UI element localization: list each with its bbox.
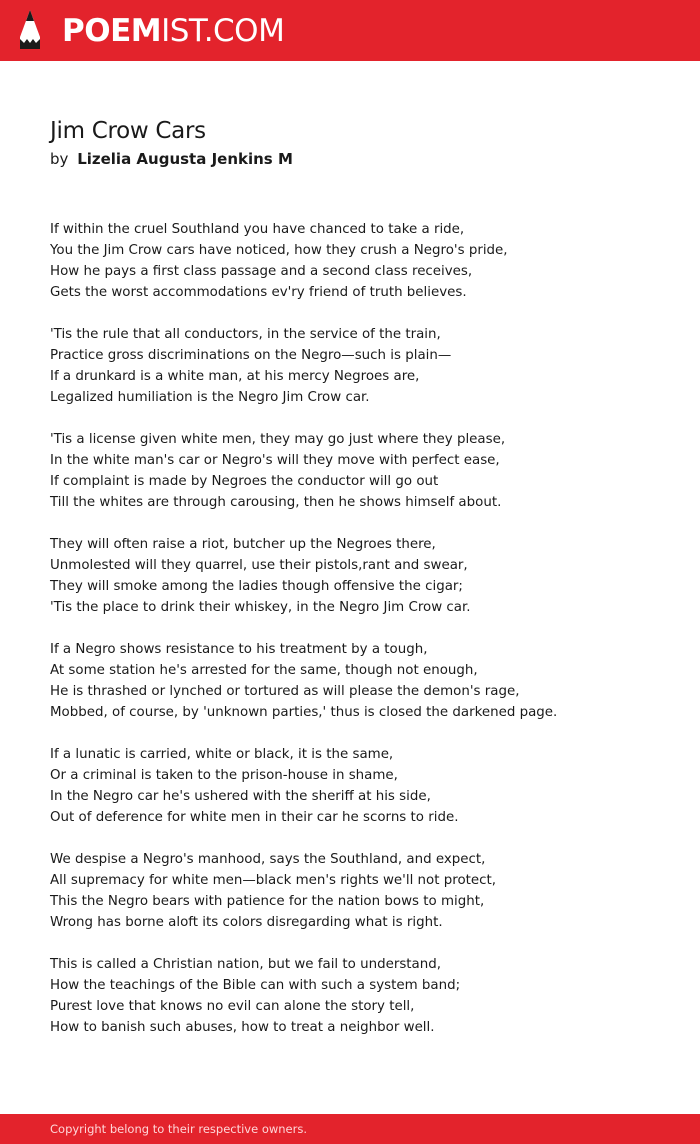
site-footer <box>0 1114 700 1144</box>
stanza <box>50 219 670 303</box>
poem-line: If a drunkard is a white man, at his mercy Negroes are, <box>50 369 420 384</box>
poem-line: If within the cruel Southland you have chanced to take a ride, <box>50 222 465 237</box>
poem-line: Out of deference for white men in their car he scorns to ride. <box>50 810 459 825</box>
poem-title: Jim Crow Cars <box>50 118 206 144</box>
stanza <box>50 849 670 933</box>
poem-line: Mobbed, of course, by 'unknown parties,' thus is closed the darkened page. <box>50 705 558 720</box>
poem-line: How he pays a first class passage and a second class receives, <box>50 264 473 279</box>
poem-line: How the teachings of the Bible can with such a system band; <box>50 978 461 993</box>
poem-line: In the Negro car he's ushered with the sheriff at his side, <box>50 789 431 804</box>
poem-line: In the white man's car or Negro's will they move with perfect ease, <box>50 453 500 468</box>
poem-line: All supremacy for white men—black men's rights we'll not protect, <box>50 873 496 888</box>
poem-line: Practice gross discriminations on the Negro—such is plain— <box>50 348 452 363</box>
stanza <box>50 639 670 723</box>
poem-line: This the Negro bears with patience for the nation bows to might, <box>50 894 485 909</box>
poem-line: 'Tis a license given white men, they may go just where they please, <box>50 432 506 447</box>
poem-line: This is called a Christian nation, but we fail to understand, <box>50 957 442 972</box>
poem-line: Purest love that knows no evil can alone the story tell, <box>50 999 415 1014</box>
poem-line: 'Tis the place to drink their whiskey, in the Negro Jim Crow car. <box>50 600 471 615</box>
poem-line: Unmolested will they quarrel, use their pistols,rant and swear, <box>50 558 468 573</box>
site-logo[interactable] <box>62 12 284 50</box>
stanza <box>50 534 670 618</box>
poem-line: 'Tis the rule that all conductors, in the service of the train, <box>50 327 441 342</box>
author-name: Lizelia Augusta Jenkins M <box>77 150 293 168</box>
poem-line: We despise a Negro's manhood, says the Southland, and expect, <box>50 852 486 867</box>
poem-line: Wrong has borne aloft its colors disregarding what is right. <box>50 915 443 930</box>
poem-line: How to banish such abuses, how to treat a neighbor well. <box>50 1020 435 1035</box>
poem-body <box>50 219 670 1059</box>
site-header <box>0 0 700 61</box>
poem-line: Or a criminal is taken to the prison-house in shame, <box>50 768 398 783</box>
poem-line: Legalized humiliation is the Negro Jim Crow car. <box>50 390 370 405</box>
poem-line: You the Jim Crow cars have noticed, how they crush a Negro's pride, <box>50 243 508 258</box>
byline <box>50 149 293 169</box>
poem-line: If a Negro shows resistance to his treatment by a tough, <box>50 642 428 657</box>
poem-line: If complaint is made by Negroes the conductor will go out <box>50 474 439 489</box>
copyright-notice: Copyright belong to their respective owners. <box>50 1122 308 1136</box>
pencil-logo-icon[interactable] <box>18 9 42 51</box>
stanza <box>50 744 670 828</box>
poem-line: At some station he's arrested for the same, though not enough, <box>50 663 478 678</box>
stanza <box>50 954 670 1038</box>
poem-line: He is thrashed or lynched or tortured as will please the demon's rage, <box>50 684 520 699</box>
logo-bold-text: POEM <box>62 13 162 49</box>
stanza <box>50 324 670 408</box>
logo-light-text: IST.COM <box>161 13 285 49</box>
by-label: by <box>50 150 69 168</box>
poem-line: If a lunatic is carried, white or black, it is the same, <box>50 747 394 762</box>
poem-line: They will smoke among the ladies though offensive the cigar; <box>50 579 463 594</box>
poem-line: Till the whites are through carousing, then he shows himself about. <box>50 495 502 510</box>
stanza <box>50 429 670 513</box>
poem-line: They will often raise a riot, butcher up the Negroes there, <box>50 537 436 552</box>
poem-line: Gets the worst accommodations ev'ry friend of truth believes. <box>50 285 467 300</box>
